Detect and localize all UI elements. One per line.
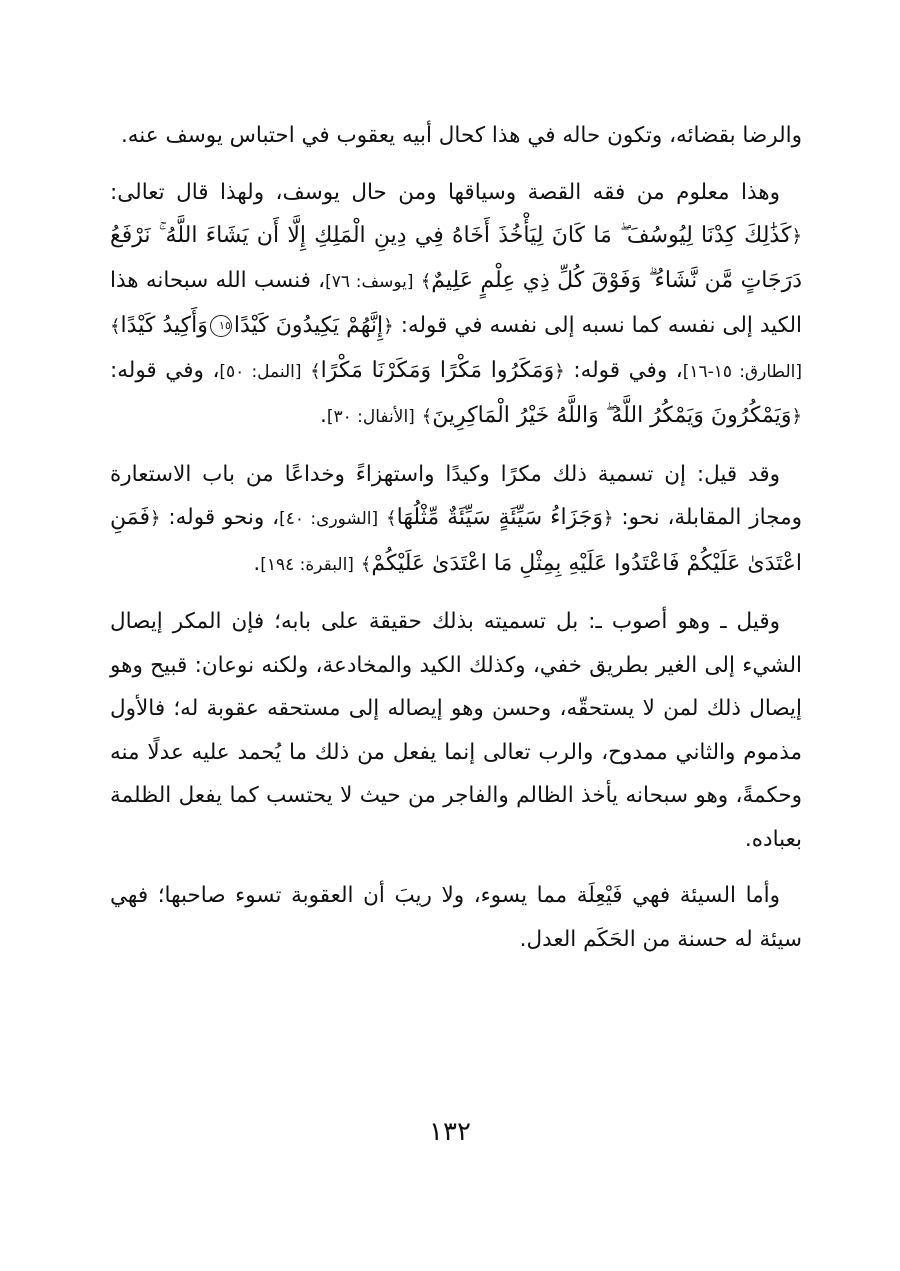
verse-reference-shura: [الشورى: ٤٠] [279,509,379,529]
quran-brace-close: ﴾ [421,406,433,427]
quran-brace-close: ﴾ [420,270,432,292]
quran-brace-close: ﴾ [310,360,321,382]
paragraph-4-text: وقيل ـ وهو أصوب ـ: بل تسميته بذلك حقيقة على بابه؛ فإن المكر إيصال الشيء إلى الغير بطريق خفي، وكذلك الكيد والمخادعة، ولكنه نوعان: قبيح وهو إيصال ذلك لمن لا يستحقّه، وحسن وهو إيصاله إلى مستحقه عقوبة له؛ فالأول مذموم والثاني ممدوح، والرب تعالى إنما يفعل من ذلك ما يُحمد عليه عدلًا منه وحكمةً، وهو سبحانه يأخذ الظالم والفاجر من حيث لا يحتسب كما يفعل الظلمة بعباده. [110,609,802,852]
paragraph-3-intro: وقد قيل: إن تسمية ذلك مكرًا وكيدًا واستهزاءً وخداعًا من باب الاستعارة ومجاز المقابلة، نحو: [110,461,802,530]
quran-verse-yusuf-76: كَذَٰلِكَ كِدْنَا لِيُوسُفَ ۖ مَا كَانَ لِيَأْخُذَ أَخَاهُ فِي دِينِ الْمَلِكِ إِلَّا أَن يَشَاءَ اللَّهُ ۚ نَرْفَعُ دَرَجَاتٍ مَّن نَّشَاءُ ۗ وَفَوْقَ كُلِّ ذِي عِلْمٍ عَلِيمٌ [110,223,803,293]
verse-reference-anfal: [الأنفال: ٣٠] [326,407,415,427]
paragraph-2-end: . [320,403,327,428]
paragraph-3 [110,453,802,588]
paragraph-2-mid-2: ، وفي قوله: [573,357,683,383]
paragraph-3-mid: ، ونحو قوله: [168,505,280,530]
paragraph-2-intro: وهذا معلوم من فقه القصة وسياقها ومن حال يوسف، ولهذا قال تعالى: [110,179,780,205]
page-body [110,114,802,961]
page-number: ١٣٢ [429,1117,471,1147]
quran-brace-open: ﴿ [554,360,565,382]
quran-brace-open: ﴿ [791,406,802,427]
paragraph-4 [110,600,802,861]
quran-verse-tariq-15: إِنَّهُمْ يَكِيدُونَ كَيْدًا [233,313,384,338]
paragraph-2-mid-1: ، فنسب الله سبحانه هذا الكيد إلى نفسه كما نسبه إلى نفسه في قوله: [110,267,803,338]
quran-verse-baqara-194: فَمَنِ اعْتَدَىٰ عَلَيْكُمْ فَاعْتَدُوا عَلَيْهِ بِمِثْلِ مَا اعْتَدَىٰ عَلَيْكُمْ [110,505,802,576]
verse-reference-yusuf: [يوسف: ٧٦] [325,271,414,292]
verse-reference-naml: [النمل: ٥٠] [219,361,302,382]
quran-brace-open: ﴿ [149,508,161,529]
quran-verse-anfal-30: وَيَمْكُرُونَ وَيَمْكُرُ اللَّهُ ۖ وَاللَّهُ خَيْرُ الْمَاكِرِينَ [432,403,792,428]
quran-brace-close: ﴾ [386,508,397,529]
quran-brace-open: ﴿ [791,226,802,247]
ayah-number-marker: ١٥ [210,315,232,337]
paragraph-5-text: وأما السيئة فهي فَيْعِلَة مما يسوء، ولا ريبَ أن العقوبة تسوء صاحبها؛ فهي سيئة له حسنة من الحَكَم العدل. [110,883,802,952]
quran-verse-shura-40: وَجَزَاءُ سَيِّئَةٍ سَيِّئَةٌ مِّثْلُهَا [396,505,603,530]
quran-brace-close: ﴾ [110,316,121,337]
paragraph-1 [110,114,802,158]
quran-brace-open: ﴿ [602,508,614,529]
quran-verse-naml-50: وَمَكَرُوا مَكْرًا وَمَكَرْنَا مَكْرًا [320,357,555,383]
verse-reference-baqara: [البقرة: ١٩٤] [260,554,354,575]
quran-brace-open: ﴿ [383,316,394,337]
quran-brace-close: ﴾ [360,553,372,575]
paragraph-1-text: والرضا بقضائه، وتكون حاله في هذا كحال أبيه يعقوب في احتباس يوسف عنه. [120,123,802,148]
quran-verse-tariq-16: وَأَكِيدُ كَيْدًا [120,313,208,338]
paragraph-3-end: . [253,550,261,576]
paragraph-2-mid-3: ، وفي قوله: [110,357,220,383]
verse-reference-tariq: [الطارق: ١٥-١٦] [682,361,802,382]
paragraph-5 [110,874,802,961]
paragraph-2 [110,171,802,440]
